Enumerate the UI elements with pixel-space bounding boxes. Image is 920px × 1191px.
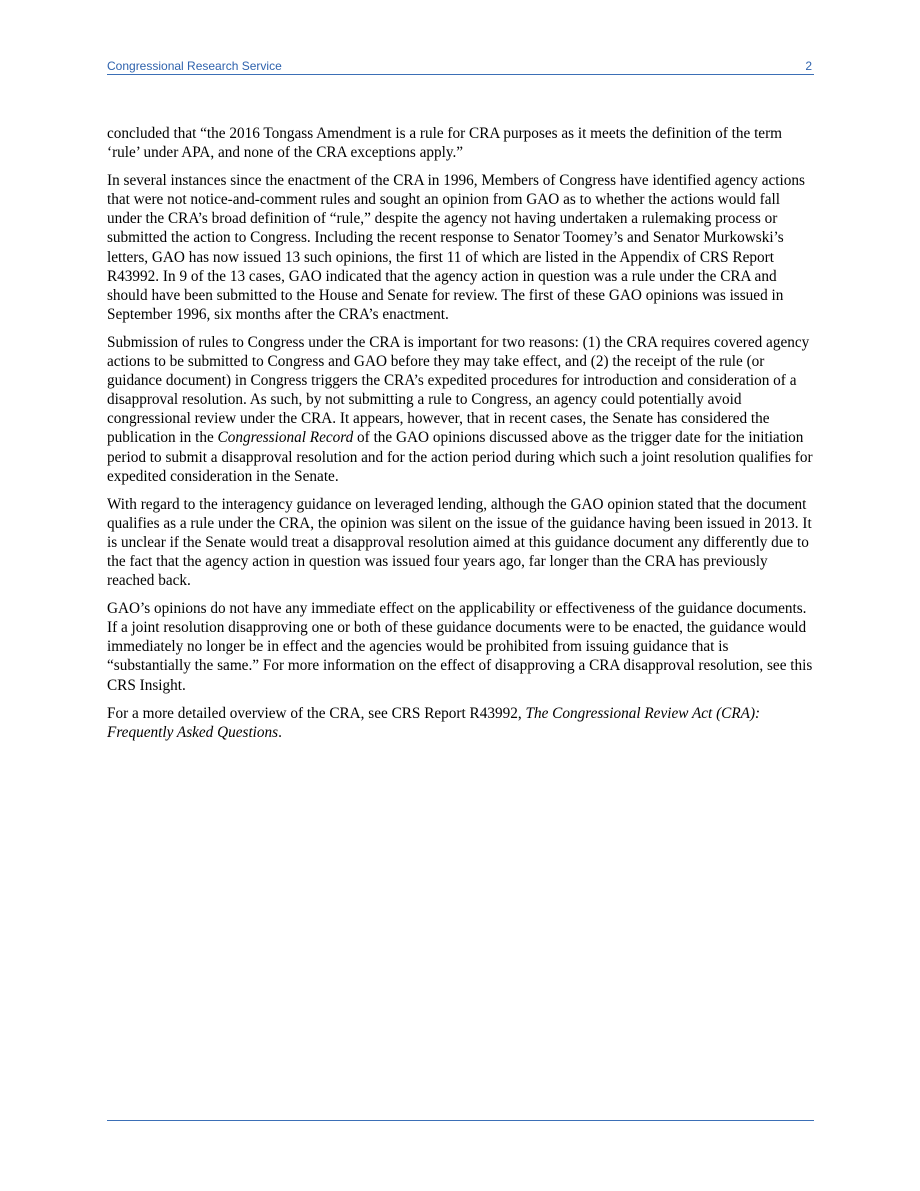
paragraph-1-text: concluded that “the 2016 Tongass Amendment is a rule for CRA purposes as it meets the definition of the term ‘rule’ under APA, and none of the CRA exceptions apply.” <box>107 125 783 162</box>
paragraph-2 <box>107 171 814 324</box>
paragraph-6-text-before: For a more detailed overview of the CRA, see CRS Report R43992, <box>107 704 526 722</box>
congressional-record-title: Congressional Record <box>217 429 354 447</box>
footer-rule <box>107 1120 814 1121</box>
paragraph-3 <box>107 333 814 486</box>
paragraph-4 <box>107 495 814 590</box>
paragraph-6-text-after: . <box>278 723 282 741</box>
document-body <box>107 124 814 751</box>
paragraph-5 <box>107 599 814 694</box>
paragraph-3-text-before: Submission of rules to Congress under the CRA is important for two reasons: (1) the CRA requires covered agency actions to be submitted to Congress and GAO before they may take effect, and (2) the receipt of the rule (or guidance document) in Congress triggers the CRA’s expedited procedures for introduction and consideration of a disapproval resolution. As such, by not submitting a rule to Congress, an agency could potentially avoid congressional review under the CRA. It appears, however, that in recent cases, the Senate has considered the publication in the <box>107 333 810 447</box>
paragraph-6 <box>107 704 814 742</box>
page-number: 2 <box>805 59 812 73</box>
page-header <box>107 58 814 75</box>
header-organization: Congressional Research Service <box>107 59 282 73</box>
paragraph-1 <box>107 124 814 162</box>
paragraph-4-text: With regard to the interagency guidance on leveraged lending, although the GAO opinion stated that the document qualifies as a rule under the CRA, the opinion was silent on the issue of the guidance having been issued in 2013. It is unclear if the Senate would treat a disapproval resolution aimed at this guidance document any differently due to the fact that the agency action in question was issued four years ago, far longer than the CRA has previously reached back. <box>107 495 812 590</box>
paragraph-5-text: GAO’s opinions do not have any immediate effect on the applicability or effectiveness of the guidance documents. If a joint resolution disapproving one or both of these guidance documents were to be enacted, the guidance would immediately no longer be in effect and the agencies would be prohibited from issuing guidance that is “substantially the same.” For more information on the effect of disapproving a CRA disapproval resolution, see this CRS Insight. <box>107 600 813 694</box>
paragraph-2-text: In several instances since the enactment of the CRA in 1996, Members of Congress have identified agency actions that were not notice-and-comment rules and sought an opinion from GAO as to whether the actions would fall under the CRA’s broad definition of “rule,” despite the agency not having undertaken a rulemaking process or submitted the action to Congress. Including the recent response to Senator Toomey’s and Senator Murkowski’s letters, GAO has now issued 13 such opinions, the first 11 of which are listed in the Appendix of CRS Report R43992. In 9 of the 13 cases, GAO indicated that the agency action in question was a rule under the CRA and should have been submitted to the House and Senate for review. The first of these GAO opinions was issued in September 1996, six months after the CRA’s enactment. <box>107 172 805 323</box>
paragraph-3-text-after: of the GAO opinions discussed above as the trigger date for the initiation period to submit a disapproval resolution and for the action period during which such a joint resolution qualifies for expedited consideration in the Senate. <box>107 429 813 485</box>
report-title: The Congressional Review Act (CRA): Frequently Asked Questions <box>107 704 761 741</box>
